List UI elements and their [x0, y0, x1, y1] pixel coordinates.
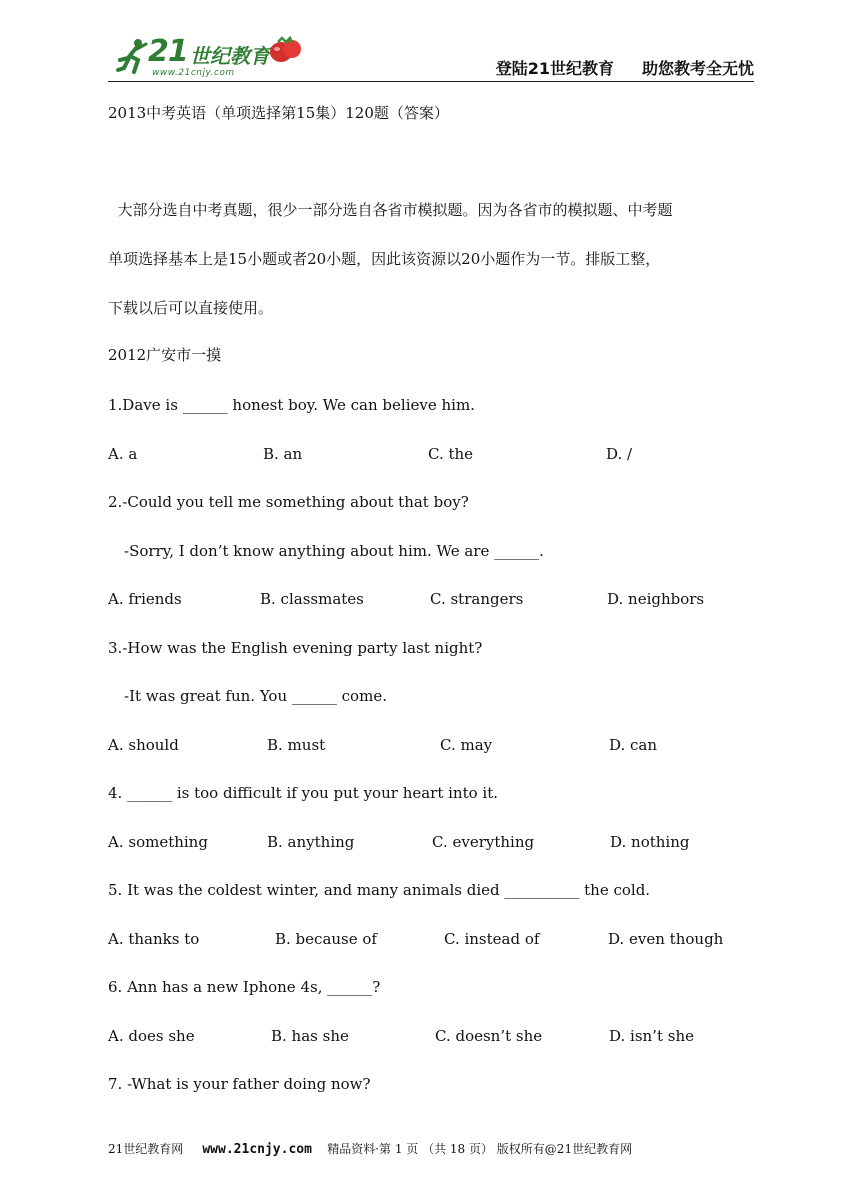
- option-a: A. something: [108, 833, 208, 851]
- document-title: 2013中考英语（单项选择第15集）120题（答案）: [108, 104, 449, 122]
- header-divider: [108, 81, 754, 82]
- option-a: A. should: [108, 736, 179, 754]
- intro-line: 大部分选自中考真题，很少一部分选自各省市模拟题。因为各省市的模拟题、中考题: [108, 201, 673, 219]
- option-c: C. everything: [432, 833, 535, 851]
- section-heading: 2012广安市一摸: [108, 346, 222, 364]
- question-stem: 3.-How was the English evening party last night?: [108, 639, 483, 657]
- question-stem: 5. It was the coldest winter, and many animals died __________ the cold.: [108, 881, 651, 899]
- option-b: B. has she: [271, 1027, 349, 1045]
- question-stem: 2.-Could you tell me something about that boy?: [108, 493, 469, 511]
- option-c: C. may: [440, 736, 493, 754]
- question-stem: 1.Dave is ______ honest boy. We can believe him.: [108, 396, 475, 414]
- option-c: C. the: [428, 445, 474, 463]
- option-b: B. because of: [275, 930, 377, 948]
- footer-site: 21世纪教育网: [108, 1142, 184, 1156]
- header-slogan: [496, 56, 754, 79]
- option-b: B. must: [267, 736, 326, 754]
- option-a: A. a: [108, 445, 138, 463]
- intro-line: 单项选择基本上是15小题或者20小题，因此该资源以20小题作为一节。排版工整，: [108, 250, 661, 268]
- logo-url: www.21cnjy.com: [152, 68, 235, 78]
- question-stem-reply: -It was great fun. You ______ come.: [124, 687, 387, 705]
- option-c: C. strangers: [430, 590, 524, 608]
- logo-text: 世纪教育: [190, 44, 270, 68]
- page-header: [108, 30, 754, 82]
- option-d: D. can: [609, 736, 658, 754]
- footer-page-info: 精品资料·第 1 页 （共 18 页） 版权所有@21世纪教育网: [327, 1142, 633, 1156]
- logo-number: 21: [148, 34, 188, 69]
- option-b: B. anything: [267, 833, 355, 851]
- tomato-icon: [268, 34, 302, 64]
- footer-url-link[interactable]: www.21cnjy.com: [202, 1142, 312, 1157]
- option-a: A. friends: [108, 590, 182, 608]
- intro-paragraph: [108, 186, 756, 333]
- option-d: D. isn’t she: [609, 1027, 694, 1045]
- option-a: A. thanks to: [108, 930, 200, 948]
- question-stem: 7. -What is your father doing now?: [108, 1075, 371, 1093]
- option-c: C. doesn’t she: [435, 1027, 543, 1045]
- slogan-right: 助您教考全无忧: [641, 59, 754, 78]
- option-b: B. classmates: [260, 590, 364, 608]
- option-d: D. even though: [608, 930, 724, 948]
- question-stem: 4. ______ is too difficult if you put your heart into it.: [108, 784, 499, 802]
- question-stem-reply: -Sorry, I don’t know anything about him. We are ______.: [124, 542, 544, 560]
- intro-line: 下载以后可以直接使用。: [108, 299, 274, 317]
- option-d: D. neighbors: [607, 590, 705, 608]
- slogan-left: 登陆21世纪教育: [495, 59, 614, 78]
- option-c: C. instead of: [444, 930, 540, 948]
- page-footer: [108, 1140, 754, 1157]
- question-stem: 6. Ann has a new Iphone 4s, ______?: [108, 978, 381, 996]
- option-a: A. does she: [108, 1027, 195, 1045]
- running-man-icon: [116, 38, 150, 74]
- site-logo[interactable]: [108, 30, 308, 80]
- option-d: D. nothing: [610, 833, 690, 851]
- option-b: B. an: [263, 445, 303, 463]
- option-d: D. /: [606, 445, 633, 463]
